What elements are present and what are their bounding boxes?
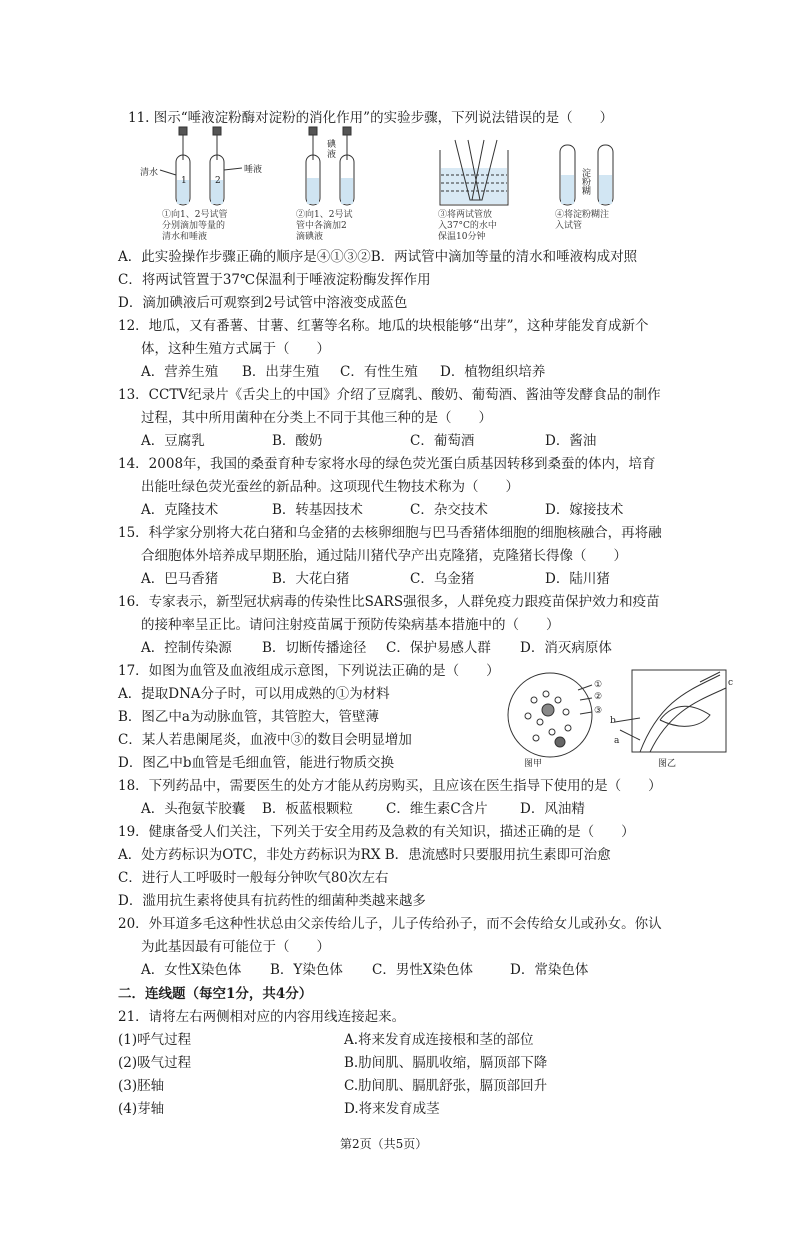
q14-line2: 出能吐绿色荧光蚕丝的新品种。这项现代生物技术称为（ ）	[141, 479, 519, 495]
q17-option-a: A．提取DNA分子时，可以用成熟的①为材料	[118, 686, 390, 702]
q12-option-b: B．出芽生殖	[242, 364, 320, 380]
q11-step1-right-label: 唾液	[244, 165, 263, 175]
q17-marker-1: ①	[594, 680, 603, 690]
q19-stem: 19．健康备受人们关注，下列关于安全用药及急救的有关知识，描述正确的是（ ）	[118, 824, 635, 840]
q15-option-b: B．大花白猪	[272, 571, 350, 587]
q13-line2: 过程，其中所用菌种在分类上不同于其他三种的是（ ）	[141, 410, 492, 426]
q16-option-a: A．控制传染源	[141, 640, 232, 656]
q18-stem: 18．下列药品中，需要医生的处方才能从药房购买，且应该在医生指导下使用的是（ ）	[118, 778, 662, 794]
q17-marker-2: ②	[594, 692, 603, 702]
q16-option-d: D．消灭病原体	[520, 640, 612, 656]
q18-option-d: D．风油精	[520, 801, 585, 817]
q13-option-d: D．酱油	[545, 433, 597, 449]
q14-option-b: B．转基因技术	[272, 502, 363, 518]
q20-line1: 20．外耳道多毛这种性状总由父亲传给儿子，儿子传给孙子，而不会传给女儿或孙女。你认	[118, 916, 662, 932]
q11-step1-caption: ①向1、2号试管 分别滴加等量的 清水和唾液	[162, 210, 228, 242]
q17-label-a: a	[614, 736, 620, 746]
q11-step4-label: 淀 粉 糊	[582, 169, 592, 197]
q21-stem: 21．请将左右两侧相对应的内容用线连接起来。	[118, 1009, 406, 1025]
q15-line1: 15．科学家分别将大花白猪和乌金猪的去核卵细胞与巴马香猪体细胞的细胞核融合，再将融	[118, 525, 662, 541]
q18-option-b: B．板蓝根颗粒	[262, 801, 353, 817]
q21-left-item-1: (1)呼气过程	[118, 1032, 192, 1048]
q11-step3-caption: ③将两试管放 入37°C的水中 保温10分钟	[438, 210, 497, 242]
q21-left-item-3: (3)胚轴	[118, 1078, 165, 1094]
q11-tube2-number: 2	[215, 176, 221, 186]
q14-option-d: D．嫁接技术	[545, 502, 624, 518]
q16-option-b: B．切断传播途径	[262, 640, 367, 656]
q17-option-c: C．某人若患阑尾炎，血液中③的数目会明显增加	[118, 732, 412, 748]
q21-left-item-2: (2)吸气过程	[118, 1055, 192, 1071]
page-footer: 第2页（共5页）	[340, 1137, 428, 1151]
q20-option-d: D．常染色体	[510, 962, 589, 978]
q17-option-d: D．图乙中b血管是毛细血管，能进行物质交换	[118, 755, 394, 771]
q12-option-a: A．营养生殖	[141, 364, 219, 380]
q13-line1: 13．CCTV纪录片《舌尖上的中国》介绍了豆腐乳、酸奶、葡萄酒、酱油等发酵食品的制作	[118, 387, 661, 403]
section2-heading: 二．连线题（每空1分，共4分）	[118, 986, 313, 1002]
q11-option-ab: A．此实验操作步骤正确的顺序是④①③②B．两试管中滴加等量的清水和唾液构成对照	[118, 249, 638, 265]
q11-tube1-number: 1	[181, 176, 187, 186]
q12-line1: 12．地瓜，又有番薯、甘薯、红薯等名称。地瓜的块根能够“出芽”，这种芽能发育成新个	[118, 318, 649, 334]
q12-option-d: D．植物组织培养	[440, 364, 546, 380]
q20-option-b: B．Y染色体	[270, 962, 343, 978]
q21-right-item-d: D.将来发育成茎	[344, 1101, 440, 1117]
q15-option-d: D．陆川猪	[545, 571, 610, 587]
q21-right-item-c: C.肋间肌、膈肌舒张，膈顶部回升	[344, 1078, 548, 1094]
q18-option-a: A．头孢氨苄胶囊	[141, 801, 246, 817]
q17-option-b: B．图乙中a为动脉血管，其管腔大，管壁薄	[118, 709, 379, 725]
q15-option-c: C．乌金猪	[410, 571, 475, 587]
q14-line1: 14．2008年，我国的桑蚕育种专家将水母的绿色荧光蛋白质基因转移到桑蚕的体内，培育	[118, 456, 656, 472]
q19-option-d: D．滥用抗生素将使具有抗药性的细菌种类越来越多	[118, 893, 426, 909]
q15-option-a: A．巴马香猪	[141, 571, 219, 587]
q18-option-c: C．维生素C含片	[386, 801, 488, 817]
q13-option-c: C．葡萄酒	[410, 433, 475, 449]
q11-option-c: C．将两试管置于37℃保温利于唾液淀粉酶发挥作用	[118, 272, 431, 288]
q21-left-item-4: (4)芽轴	[118, 1101, 165, 1117]
q13-option-a: A．豆腐乳	[141, 433, 205, 449]
q11-step1-left-label: 清水	[140, 168, 159, 178]
q11-stem: 11. 图示“唾液淀粉酶对淀粉的消化作用”的实验步骤，下列说法错误的是（ ）	[128, 110, 614, 126]
q20-option-a: A．女性X染色体	[141, 962, 242, 978]
q14-option-a: A．克隆技术	[141, 502, 219, 518]
q19-option-ab: A．处方药标识为OTC，非处方药标识为RX B．患流感时只要服用抗生素即可治愈	[118, 847, 611, 863]
q11-option-d: D．滴加碘液后可观察到2号试管中溶液变成蓝色	[118, 295, 408, 311]
q11-step2-label: 碘 液	[327, 140, 337, 160]
q16-line1: 16．专家表示，新型冠状病毒的传染性比SARS强很多，人群免疫力跟疫苗保护效力和疫苗	[118, 594, 660, 610]
q16-line2: 的接种率呈正比。请问注射疫苗属于预防传染病基本措施中的（ ）	[141, 617, 560, 633]
q12-line2: 体，这种生殖方式属于（ ）	[141, 341, 330, 357]
q21-right-item-a: A.将来发育成连接根和茎的部位	[344, 1032, 534, 1048]
q15-line2: 合细胞体外培养成早期胚胎，通过陆川猪代孕产出克隆猪，克隆猪长得像（ ）	[141, 548, 627, 564]
q17-label-yi: 图乙	[658, 759, 677, 769]
q20-option-c: C．男性X染色体	[372, 962, 473, 978]
q21-right-item-b: B.肋间肌、膈肌收缩，膈顶部下降	[344, 1055, 548, 1071]
q14-option-c: C．杂交技术	[410, 502, 488, 518]
q12-option-c: C．有性生殖	[340, 364, 418, 380]
q17-label-jia: 图甲	[524, 759, 543, 769]
q17-label-c: c	[728, 678, 734, 688]
q20-line2: 为此基因最有可能位于（ ）	[141, 939, 330, 955]
q13-option-b: B．酸奶	[272, 433, 323, 449]
q17-marker-3: ③	[594, 706, 603, 716]
q16-option-c: C．保护易感人群	[386, 640, 491, 656]
q17-stem: 17．如图为血管及血液组成示意图，下列说法正确的是（ ）	[118, 663, 500, 679]
q19-option-c: C．进行人工呼吸时一般每分钟吹气80次左右	[118, 870, 389, 886]
q17-label-b: b	[610, 716, 616, 726]
q11-step2-caption: ②向1、2号试 管中各滴加2 滴碘液	[296, 210, 353, 242]
q11-step4-caption: ④将淀粉糊注 入试管	[555, 210, 610, 231]
